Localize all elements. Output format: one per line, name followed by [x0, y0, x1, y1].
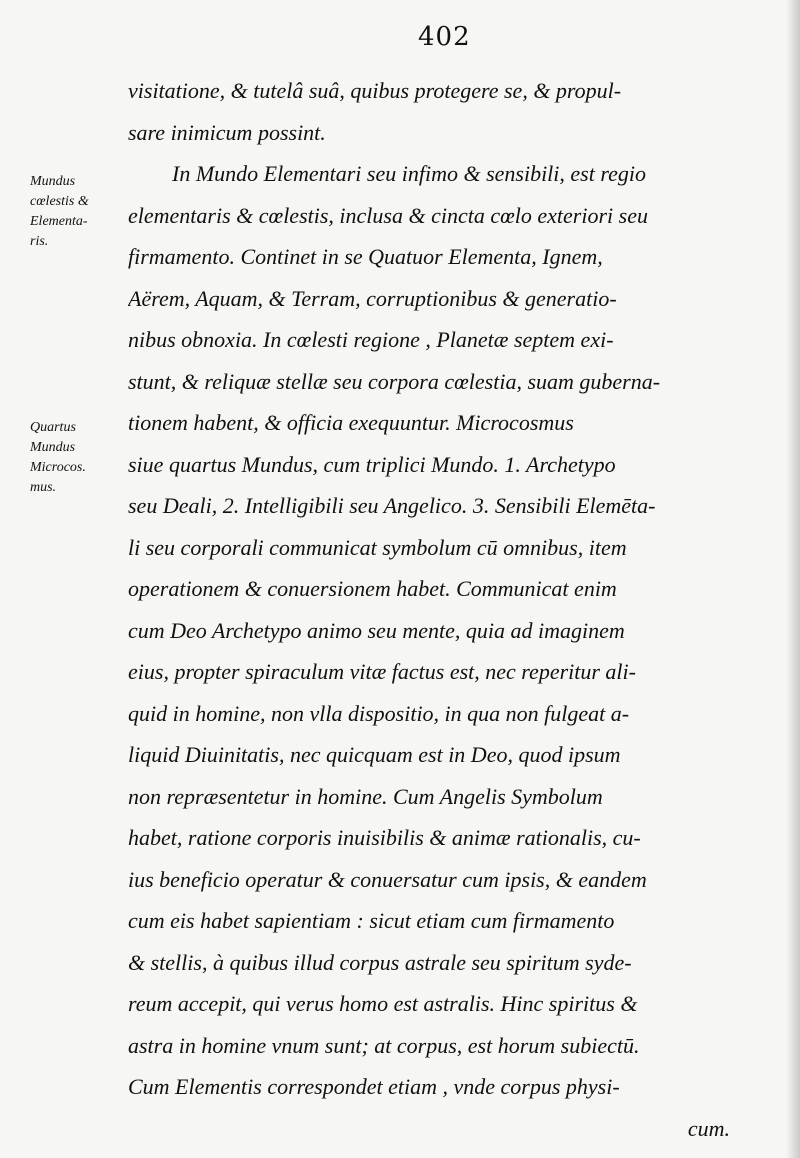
text-line: nibus obnoxia. In cœlesti regione , Planetæ septem exi- [128, 327, 614, 352]
text-line: visitatione, & tutelâ suâ, quibus protegere se, & propul- [128, 78, 622, 103]
marginal-note-line: Mundus [30, 174, 76, 189]
marginal-note-quartus-mundus [30, 418, 125, 498]
page-number: 402 [418, 22, 471, 52]
text-line: firmamento. Continet in se Quatuor Elementa, Ignem, [128, 244, 603, 269]
marginal-note-line: Quartus [30, 420, 76, 435]
text-line: sare inimicum possint. [128, 119, 326, 145]
text-line: ius beneficio operatur & conuersatur cum ipsis, & eandem [128, 866, 647, 892]
marginal-note-line: Mundus [30, 440, 76, 455]
text-line: eius, propter spiraculum vitæ factus est, nec reperitur ali- [128, 659, 636, 684]
text-line: astra in homine vnum sunt; at corpus, est horum subiectū. [128, 1032, 640, 1058]
marginal-note-line: Microcos. [30, 460, 86, 475]
text-line: seu Deali, 2. Intelligibili seu Angelico. 3. Sensibili Elemēta- [128, 493, 656, 518]
text-line: liquid Diuinitatis, nec quicquam est in Deo, quod ipsum [128, 742, 621, 767]
text-line: cum Deo Archetypo animo seu mente, quia ad imaginem [128, 617, 625, 643]
marginal-note-line: ris. [30, 234, 49, 249]
text-line: stunt, & reliquæ stellæ seu corpora cœlestia, suam guberna- [128, 368, 661, 394]
marginal-note-line: cœlestis & [30, 194, 89, 209]
text-line: habet, ratione corporis inuisibilis & animæ rationalis, cu- [128, 825, 641, 850]
text-line: quid in homine, non vlla dispositio, in qua non fulgeat a- [128, 700, 630, 726]
text-line: elementaris & cœlestis, inclusa & cincta cœlo exteriori seu [128, 202, 648, 228]
marginal-note-line: Elementa- [30, 214, 88, 229]
catchword: cum. [687, 1115, 730, 1141]
text-line: Aërem, Aquam, & Terram, corruptionibus & generatio- [128, 285, 617, 311]
text-line: reum accepit, qui verus homo est astralis. Hinc spiritus & [128, 991, 638, 1016]
text-line: In Mundo Elementari seu infimo & sensibili, est regio [172, 161, 646, 186]
marginal-note-line: mus. [30, 480, 57, 495]
body-text [128, 70, 768, 1149]
text-line: Cum Elementis correspondet etiam , vnde corpus physi- [128, 1074, 620, 1099]
text-line: non repræsentetur in homine. Cum Angelis Symbolum [128, 783, 603, 809]
text-line: siue quartus Mundus, cum triplici Mundo. 1. Archetypo [128, 451, 616, 477]
text-line: & stellis, à quibus illud corpus astrale seu spiritum syde- [128, 949, 632, 975]
text-line: li seu corporali communicat symbolum cū omnibus, item [128, 534, 627, 560]
text-line: tionem habent, & officia exequuntur. Microcosmus [128, 410, 574, 435]
text-line: cum eis habet sapientiam : sicut etiam cum firmamento [128, 908, 615, 933]
marginal-note-mundus-coelestis [30, 172, 125, 252]
text-line: operationem & conuersionem habet. Communicat enim [128, 576, 617, 601]
